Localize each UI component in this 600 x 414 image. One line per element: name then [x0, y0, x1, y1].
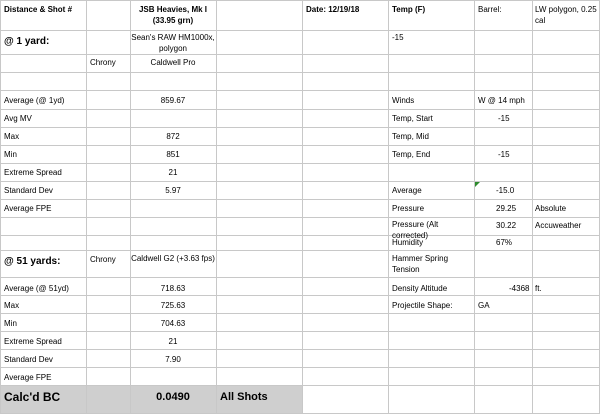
winds-label[interactable]: Winds	[392, 96, 415, 105]
grid-line	[0, 235, 600, 236]
distance-shot-header[interactable]: Distance & Shot #	[4, 5, 73, 14]
temp-end-label[interactable]: Temp, End	[392, 150, 431, 159]
grid-line	[0, 313, 600, 314]
grid-line	[0, 0, 600, 1]
average-temp-label[interactable]: Average	[392, 186, 422, 195]
min-51yd-label[interactable]: Min	[4, 319, 17, 328]
density-altitude-label[interactable]: Density Altitude	[392, 284, 448, 293]
temp-start-value[interactable]: -15	[498, 114, 510, 123]
one-yard-temp[interactable]: -15	[392, 33, 404, 42]
grid-line	[0, 295, 600, 296]
hammer-spring-label[interactable]: Hammer Spring Tension	[392, 254, 449, 274]
fifty-one-chrony-label[interactable]: Chrony	[90, 255, 116, 264]
grid-line	[0, 54, 600, 55]
grid-line	[474, 0, 475, 414]
sd-51yd-label[interactable]: Standard Dev	[4, 355, 53, 364]
grid-line	[0, 385, 600, 386]
grid-line	[0, 163, 600, 164]
grid-line	[0, 0, 1, 414]
fifty-one-chrony-value[interactable]: Caldwell G2 (+3.63 fps)	[131, 254, 215, 263]
es-51yd-value[interactable]: 21	[168, 337, 178, 346]
pressure-note[interactable]: Absolute	[535, 204, 567, 213]
grid-line	[86, 0, 87, 414]
grid-line	[0, 250, 600, 251]
humidity-value[interactable]: 67%	[496, 238, 513, 247]
grid-line	[388, 0, 389, 414]
avg-mv-label[interactable]: Avg MV	[4, 114, 32, 123]
temp-start-label[interactable]: Temp, Start	[392, 114, 433, 123]
date-header[interactable]: Date: 12/19/18	[306, 5, 360, 14]
min-51yd-value[interactable]: 704.63	[160, 319, 186, 328]
sd-1yd-label[interactable]: Standard Dev	[4, 186, 53, 195]
fpe-51yd-label[interactable]: Average FPE	[4, 373, 52, 382]
grid-line	[0, 349, 600, 350]
bc-note[interactable]: All Shots	[220, 391, 268, 403]
temp-end-value[interactable]: -15	[498, 150, 510, 159]
humidity-label[interactable]: Humidity	[392, 238, 424, 247]
density-altitude-unit[interactable]: ft.	[535, 284, 542, 293]
pressure-alt-note[interactable]: Accuweather	[535, 221, 582, 230]
es-1yd-value[interactable]: 21	[168, 168, 178, 177]
grid-line	[0, 145, 600, 146]
grid-line	[302, 0, 303, 414]
density-altitude-value[interactable]: -4368	[509, 284, 530, 293]
grid-line	[0, 199, 600, 200]
max-51yd-value[interactable]: 725.63	[160, 301, 186, 310]
calc-bc-value[interactable]: 0.0490	[156, 391, 190, 403]
es-51yd-label[interactable]: Extreme Spread	[4, 337, 62, 346]
pressure-alt-value[interactable]: 30.22	[496, 221, 517, 230]
grid-line	[0, 90, 600, 91]
pressure-alt-label[interactable]: Pressure (Alt corrected)	[392, 220, 439, 240]
grid-line	[0, 109, 600, 110]
grid-line	[0, 367, 600, 368]
fpe-1yd-label[interactable]: Average FPE	[4, 204, 52, 213]
grid-line	[0, 277, 600, 278]
one-yard-chrony-label[interactable]: Chrony	[90, 58, 116, 67]
grid-line	[0, 331, 600, 332]
pressure-value[interactable]: 29.25	[496, 204, 517, 213]
temp-mid-label[interactable]: Temp, Mid	[392, 132, 429, 141]
pellet-header[interactable]: JSB Heavies, Mk I (33.95 grn)	[138, 5, 208, 25]
comment-indicator-icon	[475, 182, 480, 187]
temp-header[interactable]: Temp (F)	[392, 5, 426, 14]
fifty-one-yard-label[interactable]: @ 51 yards:	[4, 256, 61, 267]
avg-1yd-label[interactable]: Average (@ 1yd)	[4, 96, 65, 105]
max-51yd-label[interactable]: Max	[4, 301, 20, 310]
pressure-label[interactable]: Pressure	[392, 204, 425, 213]
average-temp-value[interactable]: -15.0	[496, 186, 515, 195]
max-1yd-value[interactable]: 872	[166, 132, 180, 141]
grid-line	[0, 217, 600, 218]
sd-51yd-value[interactable]: 7.90	[165, 355, 181, 364]
one-yard-label[interactable]: @ 1 yard:	[4, 36, 50, 47]
avg-51yd-value[interactable]: 718.63	[160, 284, 186, 293]
one-yard-chrony-value[interactable]: Caldwell Pro	[150, 58, 196, 67]
min-1yd-label[interactable]: Min	[4, 150, 17, 159]
grid-line	[0, 72, 600, 73]
avg-1yd-value[interactable]: 859.67	[160, 96, 186, 105]
avg-51yd-label[interactable]: Average (@ 51yd)	[4, 284, 69, 293]
barrel-label[interactable]: Barrel:	[478, 5, 502, 14]
grid-line	[0, 127, 600, 128]
max-1yd-label[interactable]: Max	[4, 132, 20, 141]
calc-bc-label[interactable]: Calc'd BC	[4, 390, 61, 404]
grid-line	[532, 0, 533, 414]
grid-line	[0, 181, 600, 182]
sd-1yd-value[interactable]: 5.97	[165, 186, 181, 195]
es-1yd-label[interactable]: Extreme Spread	[4, 168, 62, 177]
projectile-shape-value[interactable]: GA	[478, 301, 490, 310]
projectile-shape-label[interactable]: Projectile Shape:	[392, 301, 453, 310]
gun-cell[interactable]: Sean's RAW HM1000x, polygon	[131, 33, 215, 53]
winds-value[interactable]: W @ 14 mph	[478, 96, 525, 105]
grid-line	[216, 0, 217, 414]
min-1yd-value[interactable]: 851	[166, 150, 180, 159]
grid-line	[0, 30, 600, 31]
barrel-value[interactable]: LW polygon, 0.25 cal	[535, 5, 597, 25]
